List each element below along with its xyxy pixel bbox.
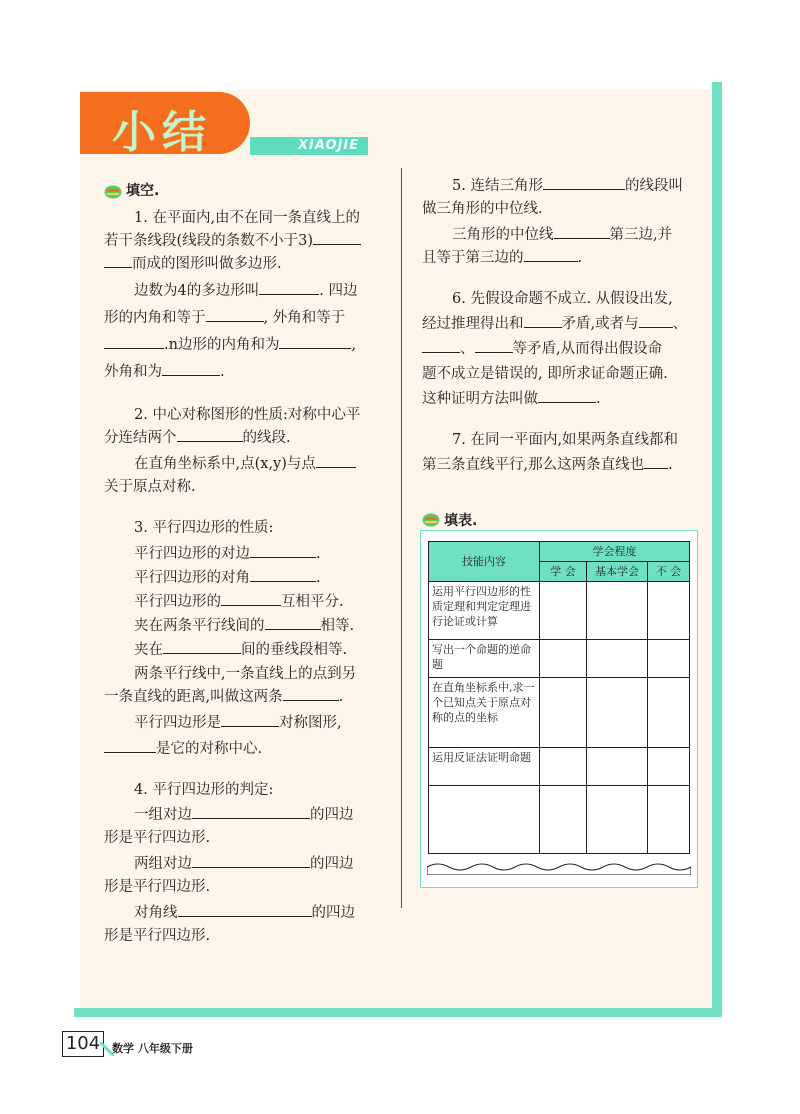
q2-line [104,404,386,427]
q4-line [104,853,386,876]
check-cell[interactable] [540,786,587,854]
blank[interactable] [422,338,460,353]
column-divider [401,168,402,908]
blank[interactable] [543,175,625,190]
check-cell[interactable] [540,582,587,640]
q1-line [104,280,386,303]
text: 而成的图形叫做多边形. [132,256,282,272]
text: 相等. [320,618,355,634]
q5-line [422,224,702,247]
text: 在直角坐标系中,点(x,y)与点 [134,456,316,472]
blank[interactable] [177,427,243,442]
blank[interactable] [192,804,310,819]
blank[interactable] [639,313,673,328]
check-cell[interactable] [540,748,587,786]
text: 的线段叫 [624,178,683,194]
q2-line [104,453,386,476]
text: 夹在两条平行线间的 [134,618,265,634]
text: 对角线 [134,905,178,921]
text: 外角和为 [104,364,162,380]
text: 做三角形的中位线. [422,201,543,217]
text: . [596,391,601,407]
check-cell[interactable] [587,748,648,786]
text: 等矛盾,从而得出假设命 [512,341,663,357]
page-subtitle: XIAOJIE [298,138,360,153]
blank[interactable] [538,388,596,403]
check-cell[interactable] [540,678,587,748]
blank[interactable] [221,591,281,606]
text: . [338,689,344,705]
table-row [429,640,690,678]
text: , [351,337,357,353]
fill-blank-heading [104,180,386,203]
blank[interactable] [221,712,279,727]
page-title: 小结 [112,107,212,158]
fill-table-heading [422,510,477,530]
blank[interactable] [475,338,513,353]
pencil-icon [104,185,122,199]
text: 一组对边 [134,807,192,823]
q3-line [104,517,386,540]
blank[interactable] [250,543,316,558]
skill-table [428,541,690,854]
blank[interactable] [279,334,351,349]
text: 形是平行四边形. [104,830,211,846]
text: 平行四边形的对边 [134,546,250,562]
text: 4. 平行四边形的判定: [134,782,274,798]
text: 三角形的中位线 [452,227,554,243]
col-header-level: 学会程度 [540,542,690,562]
text: 形的内角和等于 [104,310,206,326]
text: 互相平分. [281,594,344,610]
text: 题不成立是错误的, 即所求证命题正确. [422,366,668,382]
text: . 四边 [319,283,358,299]
q5-line [422,175,702,198]
text: 平行四边形的对角 [134,570,250,586]
blank[interactable] [313,230,361,245]
q5-line [422,247,702,270]
bottom-accent-bar [74,1008,720,1017]
q3-line [104,663,386,686]
q7-line [422,429,702,452]
text: . [316,546,321,562]
text: 一条直线的距离,叫做这两条 [104,689,283,705]
text: 若干条线段(线段的条数不小于3) [104,233,314,249]
check-cell[interactable] [540,640,587,678]
check-cell[interactable] [648,678,690,748]
fill-table-heading-text: 填表. [444,513,478,529]
q6-line [422,338,702,361]
check-cell[interactable] [587,786,648,854]
text: 经过推理得出和 [422,316,524,332]
blank[interactable] [283,686,339,701]
right-column [422,175,702,477]
text: 是它的对称中心. [156,741,263,757]
left-column [104,180,386,948]
text: 形是平行四边形. [104,879,211,895]
text: 分连结两个 [104,430,177,446]
text: 、 [672,316,688,332]
pencil-icon [422,513,440,527]
check-cell[interactable] [587,640,648,678]
skill-cell: 在直角坐标系中,求一个已知点关于原点对称的点的坐标 [429,678,540,748]
blank[interactable] [259,280,319,295]
text: 对称图形, [279,715,342,731]
blank[interactable] [524,313,562,328]
text: 矛盾,或者与 [561,316,639,332]
text: 形是平行四边形. [104,928,211,944]
blank[interactable] [524,247,578,262]
q4-line [104,876,386,899]
q5-line [422,198,702,221]
q1-line [104,230,386,253]
text: 6. 先假设命题不成立. 从假设出发, [452,291,673,307]
q4-line [104,827,386,850]
blank[interactable] [104,334,164,349]
q6-line [422,388,702,411]
text: , 外角和等于 [263,310,346,326]
text: 、 [460,341,475,357]
blank[interactable] [265,615,321,630]
blank[interactable] [104,253,132,268]
text: 2. 中心对称图形的性质:对称中心平 [134,407,361,423]
skill-table-frame [420,530,698,888]
skill-cell: 运用反证法证明命题 [429,748,540,786]
text: 1. 在平面内,由不在同一条直线上的 [134,210,361,226]
col-header-not: 不 会 [648,562,690,582]
text: 5. 连结三角形 [452,178,543,194]
table-row [429,582,690,640]
table-row [429,748,690,786]
text: 两组对边 [134,856,192,872]
blank[interactable] [178,902,312,917]
q4-line [104,925,386,948]
q3-line [104,738,386,761]
q2-line [104,427,386,450]
q1-line [104,253,386,276]
text: 平行四边形的 [134,594,221,610]
torn-edge [427,861,691,875]
table-row [429,678,690,748]
text: 关于原点对称. [104,479,196,495]
q4-line [104,779,386,802]
check-cell[interactable] [648,640,690,678]
col-header-basic: 基本学会 [587,562,648,582]
q6-line [422,313,702,336]
table-row [429,786,690,854]
check-cell[interactable] [648,748,690,786]
check-cell[interactable] [648,786,690,854]
skill-cell: 写出一个命题的逆命题 [429,640,540,678]
col-header-skill: 技能内容 [429,542,540,582]
blank[interactable] [104,738,156,753]
text: 这种证明方法叫做 [422,391,538,407]
q3-line [104,615,386,638]
text: 的线段. [242,430,291,446]
check-cell[interactable] [648,582,690,640]
q3-line [104,639,386,662]
q1-line [104,307,386,330]
blank[interactable] [162,361,220,376]
blank[interactable] [206,307,264,322]
q4-line [104,804,386,827]
text: 边数为4的多边形叫 [134,283,260,299]
q3-line [104,543,386,566]
skill-cell[interactable] [429,786,540,854]
text: 夹在 [134,642,163,658]
blank[interactable] [644,454,668,469]
text: 3. 平行四边形的性质: [134,520,274,536]
text: .n边形的内角和为 [164,337,280,353]
q3-line [104,591,386,614]
page-number: 104 [62,1031,104,1057]
text: 的四边 [311,905,355,921]
blank[interactable] [250,567,316,582]
q1-line [104,361,386,384]
blank[interactable] [554,224,610,239]
text: 间的垂线段相等. [241,642,348,658]
text: . [316,570,321,586]
text: 两条平行线中,一条直线上的点到另 [134,666,357,682]
text: 第三边,并 [609,227,673,243]
check-cell[interactable] [587,678,648,748]
col-header-learned: 学 会 [540,562,587,582]
right-accent-bar [712,82,722,1017]
check-cell[interactable] [587,582,648,640]
q3-line [104,686,386,709]
q3-line [104,567,386,590]
text: 的四边 [310,856,354,872]
blank[interactable] [192,853,310,868]
q3-line [104,712,386,735]
text: 且等于第三边的 [422,250,524,266]
q6-line [422,288,702,311]
q6-line [422,363,702,386]
blank[interactable] [163,639,241,654]
q1-line [104,207,386,230]
q2-line [104,476,386,499]
q7-line [422,454,702,477]
text: 第三条直线平行,那么这两条直线也 [422,457,645,473]
text: . [668,457,673,473]
q1-line [104,334,386,357]
skill-cell: 运用平行四边形的性质定理和判定定理进行论证或计算 [429,582,540,640]
text: . [220,364,225,380]
blank[interactable] [316,453,356,468]
text: 的四边 [310,807,354,823]
fill-blank-heading-text: 填空. [126,183,160,199]
book-title: 数学 八年级下册 [112,1042,193,1055]
text: 平行四边形是 [134,715,221,731]
q4-line [104,902,386,925]
text: 7. 在同一平面内,如果两条直线都和 [452,432,679,448]
text: . [577,250,583,266]
